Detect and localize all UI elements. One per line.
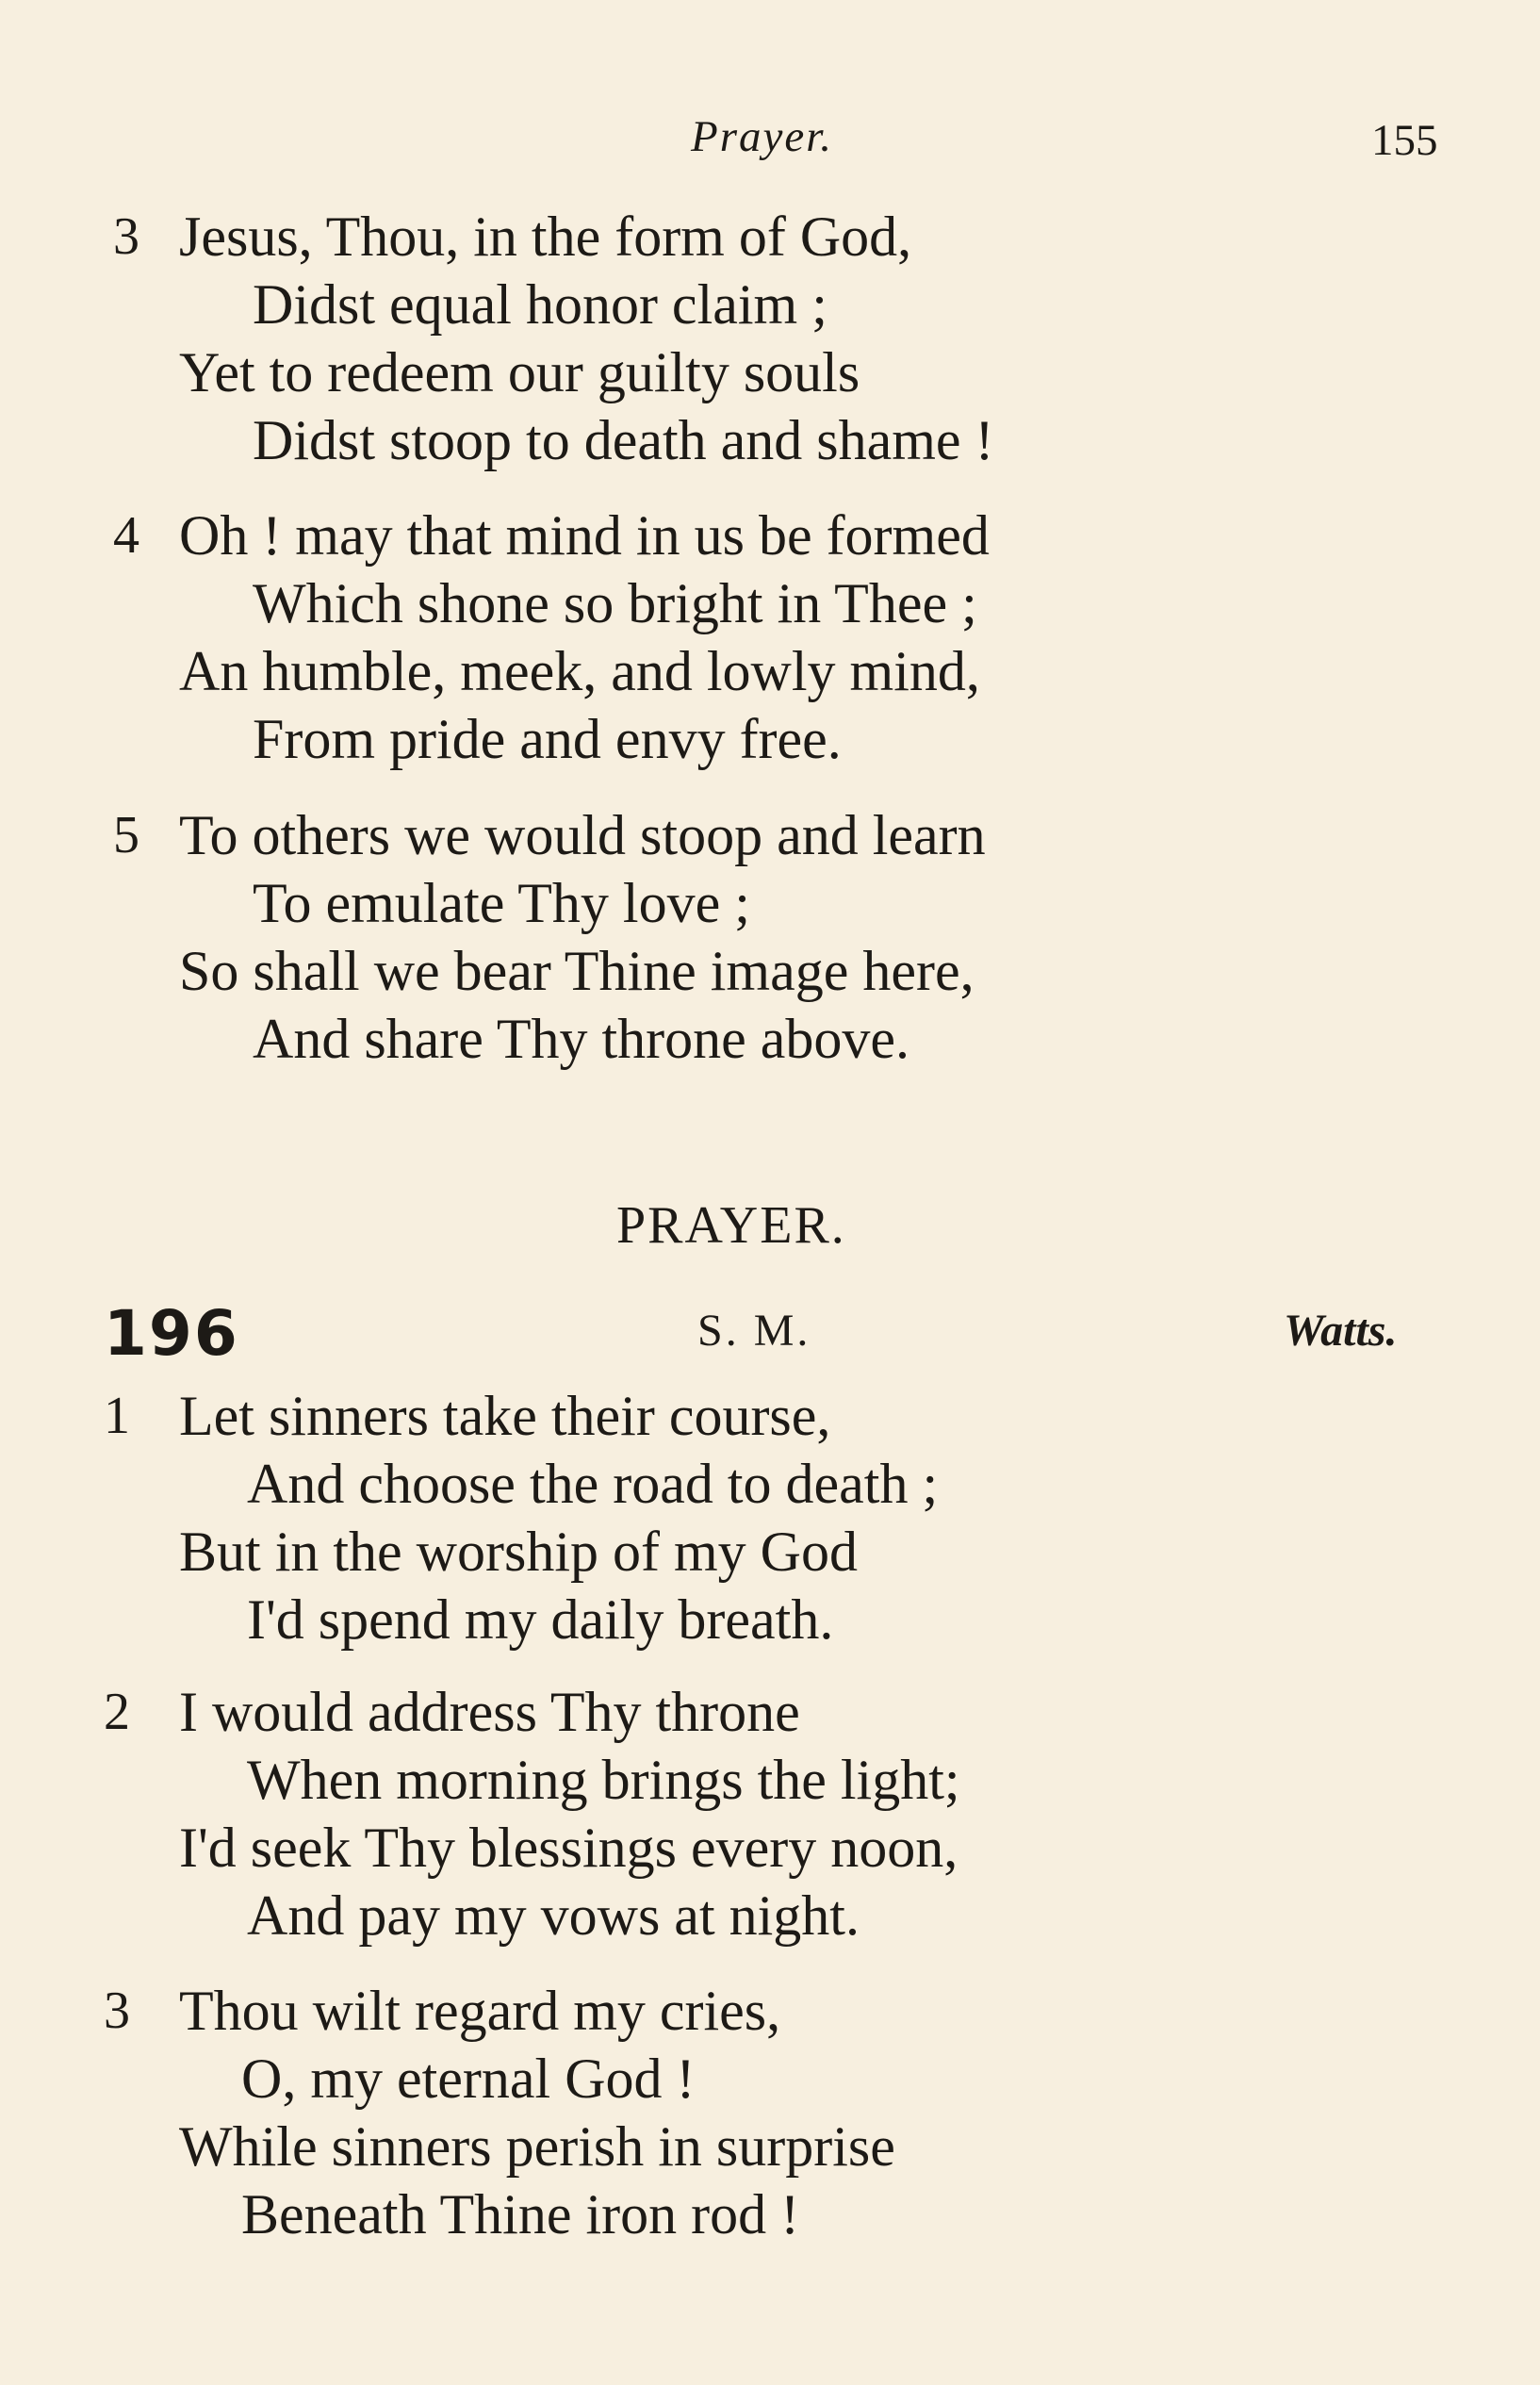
- verse-line: Didst equal honor claim ;: [253, 273, 827, 336]
- running-head: [0, 111, 1540, 168]
- verse-line: From pride and envy free.: [253, 708, 842, 770]
- verse-line: Oh ! may that mind in us be formed: [179, 504, 990, 567]
- stanza-number: 4: [113, 506, 139, 565]
- verse-line: And choose the road to death ;: [247, 1453, 939, 1515]
- verse-line: While sinners perish in surprise: [179, 2115, 895, 2178]
- verse-line: Let sinners take their course,: [179, 1385, 831, 1447]
- verse-line: Beneath Thine iron rod !: [241, 2183, 800, 2245]
- page-number: 155: [1371, 116, 1438, 165]
- verse-line: And pay my vows at night.: [247, 1884, 860, 1947]
- verse-line: O, my eternal God !: [241, 2048, 696, 2110]
- hymn-author: Watts.: [1284, 1306, 1398, 1356]
- stanza-number: 3: [104, 1982, 130, 2040]
- stanza-number: 1: [104, 1387, 130, 1445]
- verse-line: I'd seek Thy blessings every noon,: [179, 1817, 958, 1879]
- verse-line: To emulate Thy love ;: [253, 872, 750, 934]
- verse-line: Thou wilt regard my cries,: [179, 1980, 781, 2042]
- section-heading: PRAYER.: [616, 1196, 846, 1255]
- verse-line: Didst stoop to death and shame !: [253, 409, 994, 471]
- stanza-number: 2: [104, 1683, 130, 1741]
- hymn-header: [0, 1297, 1540, 1373]
- verse-line: So shall we bear Thine image here,: [179, 940, 975, 1002]
- hymn-meter: S. M.: [697, 1306, 811, 1356]
- hymn-number: 196: [104, 1297, 239, 1370]
- stanza-number: 3: [113, 207, 139, 266]
- verse-line: To others we would stoop and learn: [179, 804, 986, 866]
- verse-line: Which shone so bright in Thee ;: [253, 572, 977, 634]
- verse-line: I would address Thy throne: [179, 1681, 800, 1743]
- stanza-number: 5: [113, 806, 139, 864]
- running-title: Prayer.: [691, 112, 834, 161]
- verse-line: And share Thy throne above.: [253, 1008, 910, 1070]
- verse-line: I'd spend my daily breath.: [247, 1588, 834, 1651]
- verse-line: Yet to redeem our guilty souls: [179, 341, 860, 403]
- verse-line: But in the worship of my God: [179, 1521, 858, 1583]
- verse-line: When morning brings the light;: [247, 1749, 960, 1811]
- verse-line: An humble, meek, and lowly mind,: [179, 640, 980, 702]
- verse-line: Jesus, Thou, in the form of God,: [179, 206, 912, 268]
